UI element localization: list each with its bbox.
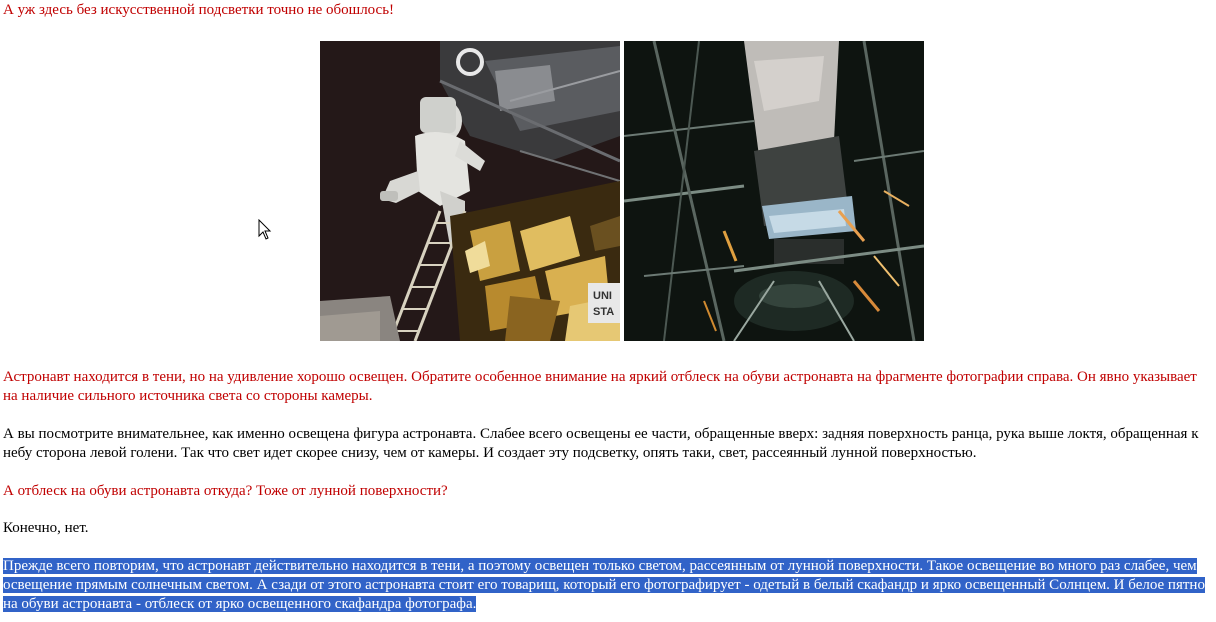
flag-text-line1: UNI (593, 290, 612, 302)
flag-text-line2: STA (593, 306, 615, 318)
selected-text-highlight[interactable]: Прежде всего повторим, что астронавт действительно находится в тени, а поэтому освещен только светом, рассеянным от лунной поверхности. Такое освещение во много раз слабее, чем освещение прямым солнечным светом. А сзади от этого астронавта стоит его товарищ, который его фотографирует - одетый в белый скафандр и ярко освещенный Солнцем. И белое пятно на обуви астронавта - отблеск от ярко освещенного скафандра фотографа. (3, 558, 1205, 612)
arrow-cursor-icon (258, 219, 272, 241)
astronaut-ladder-photo (320, 41, 620, 341)
boot-reflection-question: А отблеск на обуви астронавта откуда? Тоже от лунной поверхности? (3, 483, 448, 499)
astronaut-shadow-paragraph: Астронавт находится в тени, но на удивление хорошо освещен. Обратите особенное внимание на яркий отблеск на обуви астронавта на фрагменте фотографии справа. Он явно указывает на наличие сильного источника света со стороны камеры. (3, 369, 1197, 404)
selected-explanation-paragraph[interactable] (3, 557, 1211, 614)
intro-caption: А уж здесь без искусственной подсветки точно не обошлось! (3, 2, 395, 18)
lighting-analysis-paragraph: А вы посмотрите внимательнее, как именно освещена фигура астронавта. Слабее всего освещены ее части, обращенные вверх: задняя поверхность ранца, рука выше локтя, обращенная к небу сторона левой голени. Так что свет идет скорее снизу, чем от камеры. И создает эту подсветку, опять таки, свет, рассеянный лунной поверхностью. (3, 426, 1199, 461)
boot-closeup-photo (624, 41, 924, 341)
answer-short-paragraph: Конечно, нет. (3, 520, 89, 536)
